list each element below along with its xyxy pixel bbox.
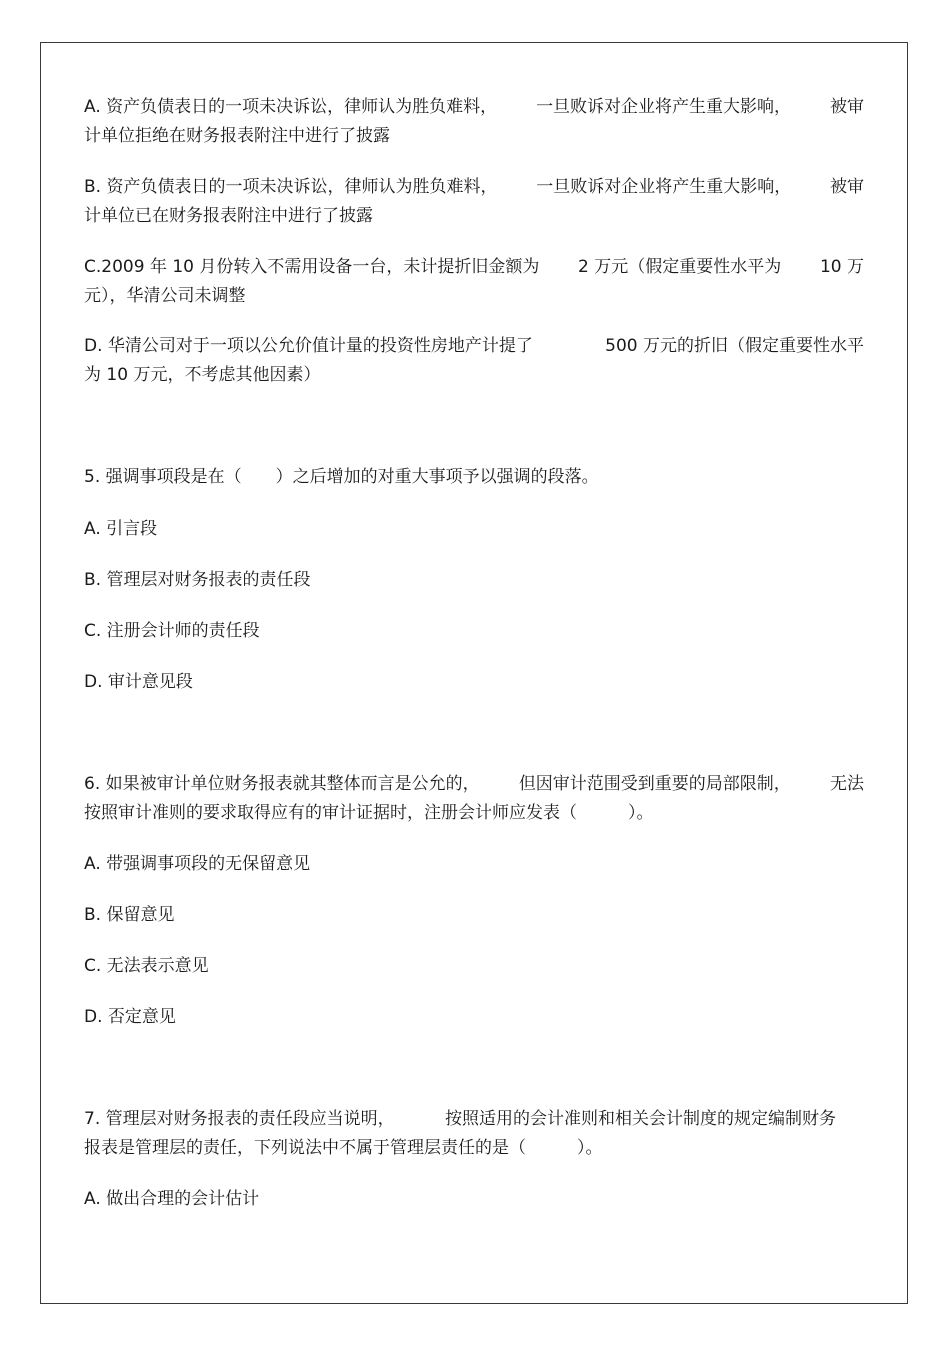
q6-option-c: C. 无法表示意见 (84, 956, 209, 976)
q7-option-a: A. 做出合理的会计估计 (84, 1189, 260, 1209)
q5-option-a: A. 引言段 (84, 519, 158, 539)
q6-stem-line1 (84, 773, 864, 795)
q4-option-a-seg2: 一旦败诉对企业将产生重大影响， (536, 97, 792, 117)
q5-option-b: B. 管理层对财务报表的责任段 (84, 570, 311, 590)
q6-option-b: B. 保留意见 (84, 905, 175, 925)
q4-option-a-seg3: 被审 (829, 97, 864, 117)
q4-option-c-seg1: C.2009 年 10 月份转入不需用设备一台，未计提折旧金额为 (84, 257, 540, 277)
q4-option-c-line1 (84, 256, 864, 278)
q6-stem-seg3: 无法 (830, 774, 864, 794)
q4-option-a-seg1: A. 资产负债表日的一项未决诉讼，律师认为胜负难料， (84, 97, 498, 117)
q5-option-c: C. 注册会计师的责任段 (84, 621, 260, 641)
q6-stem-line2: 按照审计准则的要求取得应有的审计证据时，注册会计师应发表（ ）。 (84, 803, 654, 823)
q4-option-d-line1 (84, 335, 864, 357)
q5-stem: 5. 强调事项段是在（ ）之后增加的对重大事项予以强调的段落。 (84, 467, 599, 487)
q4-option-a-line1 (84, 96, 864, 118)
q4-option-b-line2: 计单位已在财务报表附注中进行了披露 (84, 206, 373, 226)
q4-option-d-seg2: 500 万元的折旧（假定重要性水平 (605, 336, 864, 356)
q4-option-d-seg1: D. 华清公司对于一项以公允价值计量的投资性房地产计提了 (84, 336, 533, 356)
q6-option-d: D. 否定意见 (84, 1007, 176, 1027)
q4-option-b-seg1: B. 资产负债表日的一项未决诉讼，律师认为胜负难料， (84, 177, 498, 197)
q6-stem-seg2: 但因审计范围受到重要的局部限制， (518, 774, 791, 794)
q4-option-d-line2: 为 10 万元，不考虑其他因素） (84, 365, 321, 385)
q4-option-b-seg3: 被审 (829, 177, 864, 197)
q5-option-d: D. 审计意见段 (84, 672, 193, 692)
q4-option-b-line1 (84, 176, 864, 198)
q4-option-c-seg2: 2 万元（假定重要性水平为 (578, 257, 782, 277)
q4-option-c-seg3: 10 万 (819, 257, 864, 277)
q7-stem-seg1: 7. 管理层对财务报表的责任段应当说明， (84, 1109, 395, 1129)
q4-option-b-seg2: 一旦败诉对企业将产生重大影响， (536, 177, 792, 197)
q4-option-a-line2: 计单位拒绝在财务报表附注中进行了披露 (84, 126, 390, 146)
q7-stem-line2: 报表是管理层的责任，下列说法中不属于管理层责任的是（ ）。 (84, 1138, 603, 1158)
q4-option-c-line2: 元），华清公司未调整 (84, 286, 246, 306)
q6-option-a: A. 带强调事项段的无保留意见 (84, 854, 311, 874)
q6-stem-seg1: 6. 如果被审计单位财务报表就其整体而言是公允的， (84, 774, 480, 794)
q7-stem-line1 (84, 1108, 836, 1130)
q7-stem-seg2: 按照适用的会计准则和相关会计制度的规定编制财务 (445, 1109, 836, 1129)
